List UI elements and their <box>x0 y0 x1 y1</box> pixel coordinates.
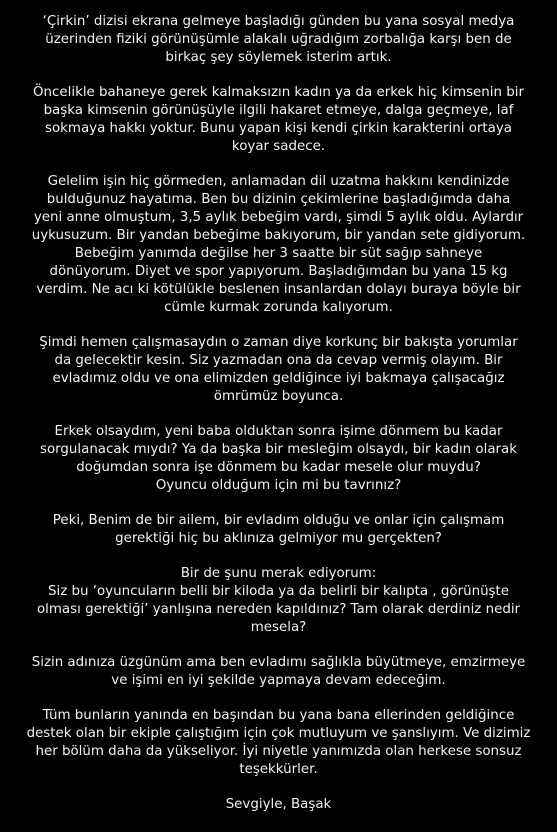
paragraph-questions <box>22 423 535 495</box>
text-line: da gelecektir kesin. Siz yazmadan ona da cevap vermiş olayım. Bir <box>54 353 503 368</box>
paragraph-family <box>22 512 535 548</box>
text-line: Sizin adınıza üzgünüm ama ben evladımı sağlıkla büyütmeye, emzirmeye <box>31 655 526 670</box>
text-line: birkaç şey söylemek isterim artık. <box>165 50 392 65</box>
paragraph-thanks <box>22 707 535 779</box>
text-line: bulduğunuz hayatıma. Ben bu dizinin çekimlerine başladığımda daha <box>46 192 511 207</box>
text-line: yeni anne olmuştum, 3,5 aylık bebeğim vardı, şimdi 5 aylık oldu. Aylardır <box>33 210 524 225</box>
text-line: ‘Çirkin’ dizisi ekrana gelmeye başladığı günden bu yana sosyal medya <box>42 14 515 29</box>
paragraph-insults <box>22 84 535 156</box>
paragraph-comments <box>22 334 535 406</box>
text-line: her bölüm daha da yükseliyor. İyi niyetle yanımızda olan herkese sonsuz <box>35 744 522 759</box>
text-line: mesela? <box>250 620 307 635</box>
text-line: teşekkürler. <box>239 762 318 777</box>
text-line: uykusuzum. Bir yandan bebeğime bakıyorum, bir yandan sete gidiyorum. <box>31 228 526 243</box>
text-line: Gelelim işin hiç görmeden, anlamadan dil uzatma hakkını kendinizde <box>47 174 510 189</box>
text-line: cümle kurmak zorunda kalıyorum. <box>164 300 393 315</box>
text-line: üzerinden fiziki görünüşümle alakalı uğradığım zorbalığa karşı ben de <box>45 32 512 47</box>
text-line: Oyuncu olduğum için mi bu tavrınız? <box>155 478 402 493</box>
text-line: destek olan bir ekiple çalıştığım için çok mutluyum ve şanslıyım. Ve dizimiz <box>26 726 531 741</box>
paragraph-curious <box>22 565 535 637</box>
text-line: sorgulanacak mıydı? Ya da başka bir mesleğim olsaydı, bir kadın olarak <box>39 442 518 457</box>
text-line: Bebeğim yanımda değilse her 3 saatte bir süt sağıp sahneye <box>74 246 483 261</box>
text-line: Erkek olsaydım, yeni baba olduktan sonra işime dönmem bu kadar <box>54 424 503 439</box>
text-line: ve işimi en iyi şekilde yapmaya devam edeceğim. <box>111 673 446 688</box>
text-line: Öncelikle bahaneye gerek kalmaksızın kadın ya da erkek hiç kimsenin bir <box>33 85 524 100</box>
text-line: evladımız oldu ve ona elimizden geldiğince iyi bakmaya çalışacağız <box>52 371 505 386</box>
signature-text: Sevgiyle, Başak <box>225 797 332 812</box>
text-line: koyar sadece. <box>231 139 326 154</box>
text-line: doğumdan sonra işe dönmem bu kadar mesele olur muydu? <box>76 460 481 475</box>
text-line: Şimdi hemen çalışmasaydın o zaman diye korkunç bir bakışta yorumlar <box>39 335 518 350</box>
paragraph-sorry <box>22 654 535 690</box>
text-line: sokmaya hakkı yoktur. Bunu yapan kişi kendi çirkin karakterini ortaya <box>45 121 512 136</box>
signature <box>22 796 535 814</box>
text-line: Tüm bunların yanında en başından bu yana bana ellerinden geldiğince <box>42 708 515 723</box>
text-line: başka kimsenin görünüşüyle ilgili hakaret etmeye, dalga geçmeye, laf <box>43 103 514 118</box>
text-line: Peki, Benim de bir ailem, bir evladım olduğu ve onlar için çalışmam <box>52 513 505 528</box>
text-line: Siz bu ‘oyuncuların belli bir kiloda ya da belirli bir kalıpta , görünüşte <box>47 584 510 599</box>
text-line: verdim. Ne acı ki kötülükle beslenen insanlardan dolayı buraya böyle bir <box>36 282 521 297</box>
text-line: Bir de şunu merak ediyorum: <box>180 566 377 581</box>
text-line: gerektiği hiç bu aklınıza gelmiyor mu gerçekten? <box>115 531 442 546</box>
paragraph-intro <box>22 13 535 67</box>
paragraph-life <box>22 173 535 317</box>
text-line: olması gerektiği’ yanlışına nereden kapıldınız? Tam olarak derdiniz nedir <box>36 602 521 617</box>
text-line: ömrümüz boyunca. <box>213 389 344 404</box>
text-line: dönüyorum. Diyet ve spor yapıyorum. Başladığımdan bu yana 15 kg <box>49 264 508 279</box>
